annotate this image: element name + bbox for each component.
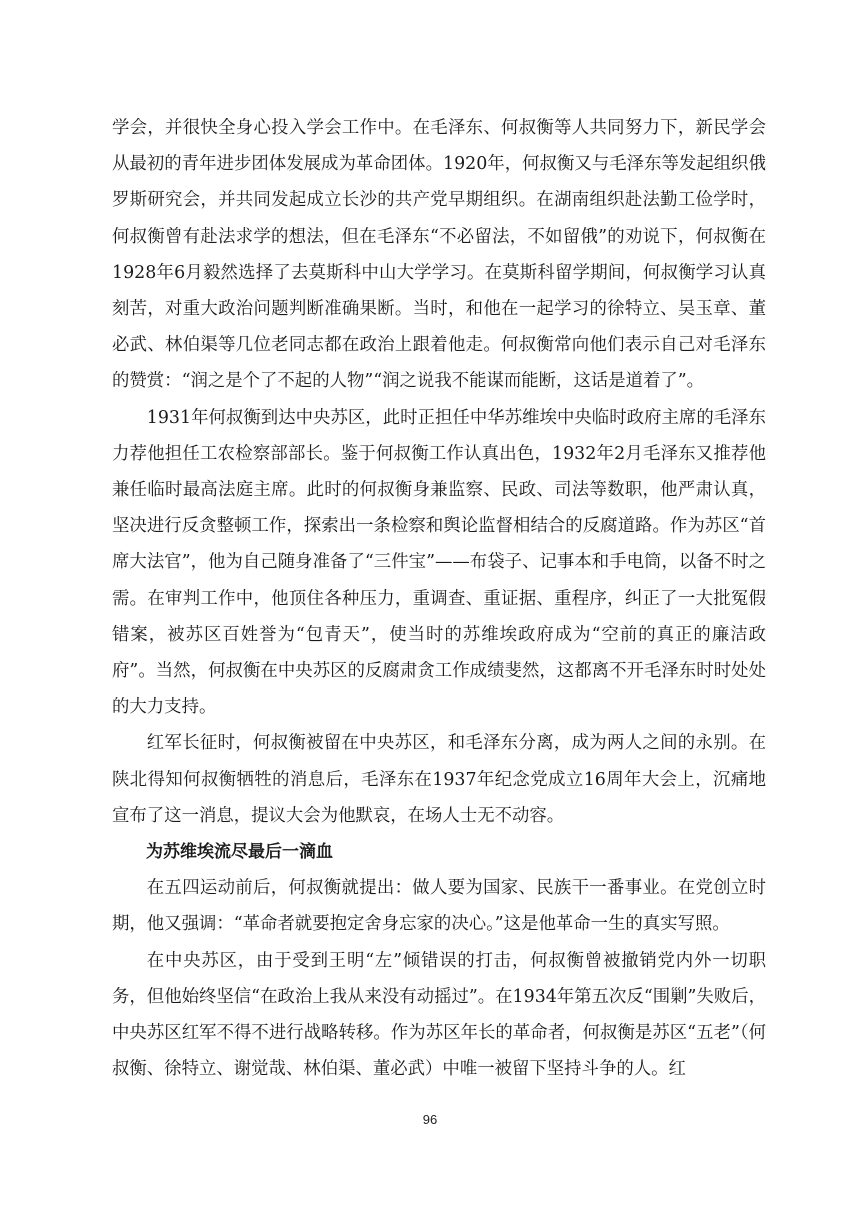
- paragraph-wang-ming: 在中央苏区，由于受到王明“左”倾错误的打击，何叔衡曾被撤销党内外一切职务，但他始终坚信“在政治上我从来没有动摇过”。在1934年第五次反“围剿”失败后，中央苏区红军不得不进行战略转移。作为苏区年长的革命者，何叔衡是苏区“五老”（何叔衡、徐特立、谢觉哉、林伯渠、董必武）中唯一被留下坚持斗争的人。红: [112, 950, 766, 1080]
- paragraph-central-soviet-work: 1931年何叔衡到达中央苏区，此时正担任中华苏维埃中央临时政府主席的毛泽东力荐他担任工农检察部部长。鉴于何叔衡工作认真出色，1932年2月毛泽东又推荐他兼任临时最高法庭主席。此时的何叔衡身兼监察、民政、司法等数职，他严肃认真，坚决进行反贪整顿工作，探索出一条检察和舆论监督相结合的反腐道路。作为苏区“首席大法官”，他为自己随身准备了“三件宝”——布袋子、记事本和手电筒，以备不时之需。在审判工作中，他顶住各种压力，重调查、重证据、重程序，纠正了一大批冤假错案，被苏区百姓誉为“包青天”，使当时的苏维埃政府成为“空前的真正的廉洁政府”。当然，何叔衡在中央苏区的反腐肃贪工作成绩斐然，这都离不开毛泽东时时处处的大力支持。: [112, 407, 766, 718]
- paragraph-continuation: 学会，并很快全身心投入学会工作中。在毛泽东、何叔衡等人共同努力下，新民学会从最初的青年进步团体发展成为革命团体。1920年，何叔衡又与毛泽东等发起组织俄罗斯研究会，并共同发起成立长沙的共产党早期组织。在湖南组织赴法勤工俭学时，何叔衡曾有赴法求学的想法，但在毛泽东“不必留法，不如留俄”的劝说下，何叔衡在1928年6月毅然选择了去莫斯科中山大学学习。在莫斯科留学期间，何叔衡学习认真刻苦，对重大政治问题判断准确果断。当时，和他在一起学习的徐特立、吴玉章、董必武、林伯渠等几位老同志都在政治上跟着他走。何叔衡常向他们表示自己对毛泽东的赞赏：“润之是个了不起的人物”“润之说我不能谋而能断，这话是道着了”。: [112, 118, 766, 392]
- paragraph-long-march-separation: 红军长征时，何叔衡被留在中央苏区，和毛泽东分离，成为两人之间的永别。在陕北得知何叔衡牺牲的消息后，毛泽东在1937年纪念党成立16周年大会上，沉痛地宣布了这一消息，提议大会为他默哀，在场人士无不动容。: [112, 733, 766, 826]
- page-number: 96: [422, 1112, 438, 1127]
- section-heading: 为苏维埃流尽最后一滴血: [146, 842, 333, 863]
- paragraph-may-fourth: 在五四运动前后，何叔衡就提出：做人要为国家、民族干一番事业。在党创立时期，他又强调：“革命者就要抱定舍身忘家的决心。”这是他革命一生的真实写照。: [112, 878, 766, 935]
